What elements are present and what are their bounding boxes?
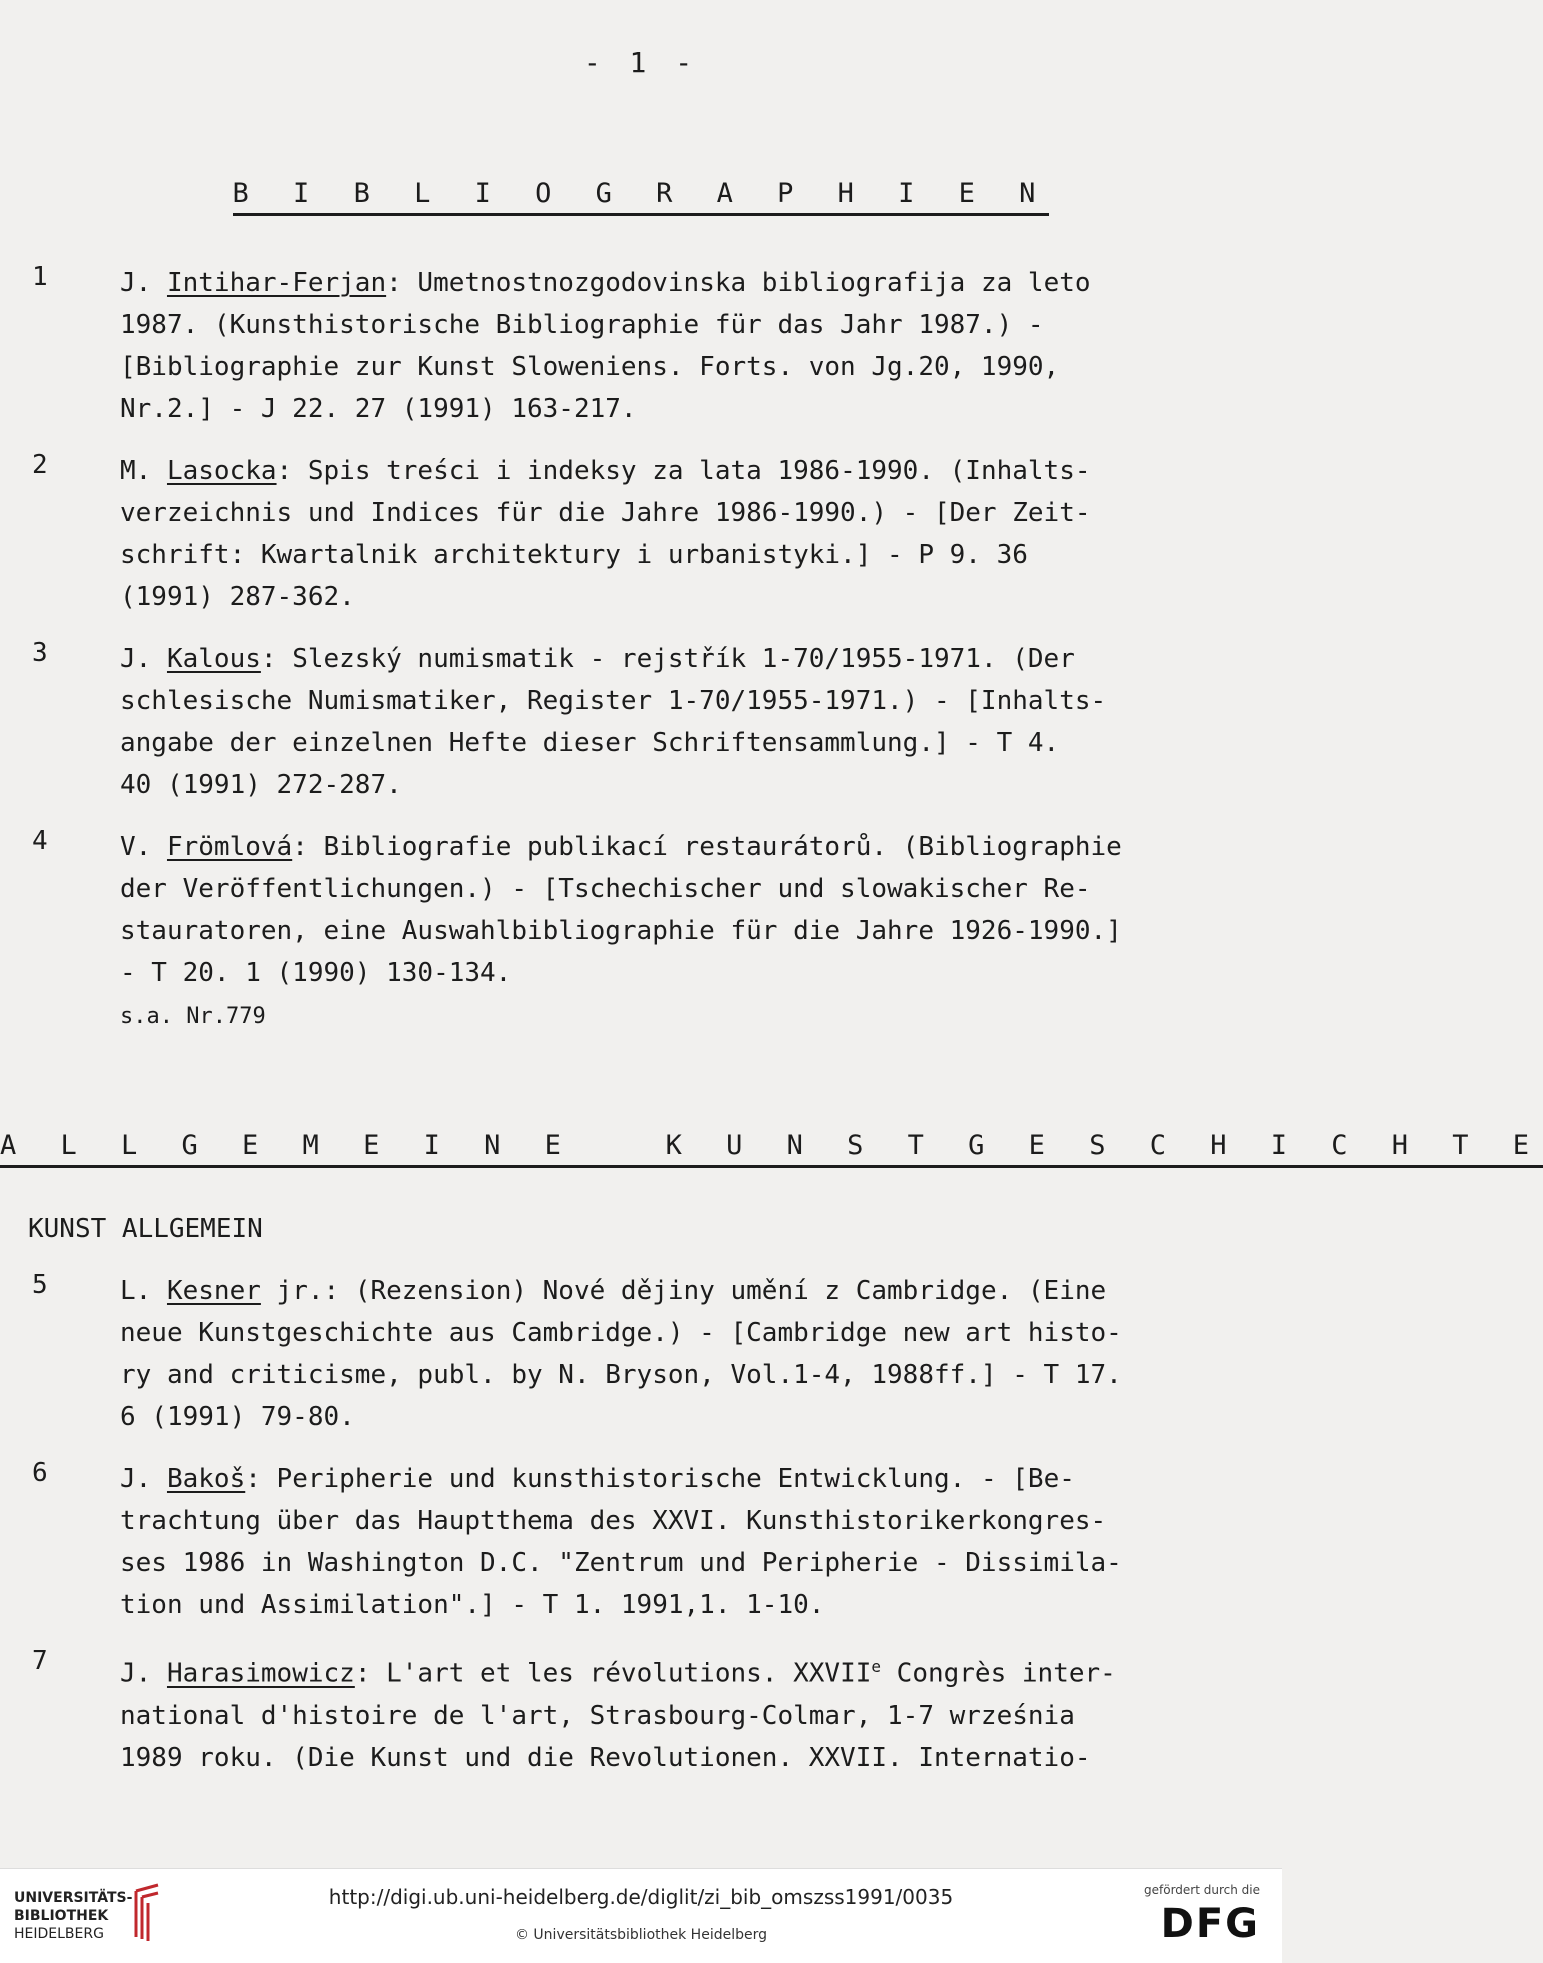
entry-line: : Bibliografie publikací restaurátorů. (Bibliographie xyxy=(292,832,1122,862)
entry-number: 7 xyxy=(32,1646,48,1676)
entry-line: Congrès inter- xyxy=(881,1658,1116,1689)
entry-line: (1991) 287-362. xyxy=(120,582,355,612)
entry-line: schlesische Numismatiker, Register 1-70/1955-1971.) - [Inhalts- xyxy=(120,686,1107,716)
entry-line: : Umetnostnozgodovinska bibliografija za leto xyxy=(386,268,1091,298)
entry-line: [Bibliographie zur Kunst Sloweniens. Forts. von Jg.20, 1990, xyxy=(120,352,1060,382)
entry-line: : Slezský numismatik - rejstřík 1-70/1955-1971. (Der xyxy=(260,644,1075,674)
entry-number: 3 xyxy=(32,638,48,668)
heading-allgemeine-kunstgeschichte xyxy=(0,1130,1543,1168)
entry-line: : L'art et les révolutions. XXVII xyxy=(354,1658,872,1689)
permalink-url[interactable]: http://digi.ub.uni-heidelberg.de/diglit/zi_bib_omszss1991/0035 xyxy=(328,1885,954,1909)
digitization-footer xyxy=(0,1868,1282,1963)
entry-line: Nr.2.] - J 22. 27 (1991) 163-217. xyxy=(120,394,637,424)
entry-line: tion und Assimilation".] - T 1. 1991,1. 1-10. xyxy=(120,1590,825,1620)
dfg-logo: DFG xyxy=(1160,1901,1260,1947)
entry-text xyxy=(120,826,1205,1038)
author-name: Lasocka xyxy=(166,456,277,486)
entry-line: stauratoren, eine Auswahlbibliographie für die Jahre 1926-1990.] xyxy=(120,916,1122,946)
author-initial: L. xyxy=(120,1276,167,1306)
heading-allgemeine-text: A L L G E M E I N E K U N S T G E S C H I C H T E xyxy=(0,1130,1543,1168)
entry-line: : Peripherie und kunsthistorische Entwicklung. - [Be- xyxy=(245,1464,1075,1494)
entry-line: 1989 roku. (Die Kunst und die Revolutionen. XXVII. Internatio- xyxy=(120,1742,1091,1773)
author-name: Intihar-Ferjan xyxy=(166,268,387,298)
entry-number: 1 xyxy=(32,262,48,292)
author-name: Kesner xyxy=(166,1276,261,1306)
entry-number: 4 xyxy=(32,826,48,856)
entry-text xyxy=(120,1458,1205,1626)
entry-line: 1987. (Kunsthistorische Bibliographie für das Jahr 1987.) - xyxy=(120,310,1044,340)
entry-line: neue Kunstgeschichte aus Cambridge.) - [Cambridge new art histo- xyxy=(120,1318,1122,1348)
heading-bibliographien-text: B I B L I O G R A P H I E N xyxy=(233,178,1050,216)
author-initial: J. xyxy=(120,1464,167,1494)
superscript: e xyxy=(871,1657,882,1676)
entry-text xyxy=(120,262,1205,430)
heading-bibliographien xyxy=(0,178,1282,216)
entry-text xyxy=(120,1270,1205,1438)
page-number: - 1 - xyxy=(583,46,699,79)
entry-line: ry and criticisme, publ. by N. Bryson, Vol.1-4, 1988ff.] - T 17. xyxy=(120,1360,1122,1390)
entry-line: ses 1986 in Washington D.C. "Zentrum und Peripherie - Dissimila- xyxy=(120,1548,1122,1578)
entry-number: 6 xyxy=(32,1458,48,1488)
author-name: Harasimowicz xyxy=(166,1658,355,1689)
entry-line: national d'histoire de l'art, Strasbourg-Colmar, 1-7 września xyxy=(120,1700,1075,1731)
author-initial: J. xyxy=(120,268,167,298)
entry-line: angabe der einzelnen Hefte dieser Schriftensammlung.] - T 4. xyxy=(120,728,1060,758)
copyright-notice: © Universitätsbibliothek Heidelberg xyxy=(514,1927,767,1943)
author-name: Bakoš xyxy=(166,1464,246,1494)
entry-line: 40 (1991) 272-287. xyxy=(120,770,402,800)
entry-line: 6 (1991) 79-80. xyxy=(120,1402,355,1432)
entry-line: schrift: Kwartalnik architektury i urbanistyki.] - P 9. 36 xyxy=(120,540,1028,570)
entry-line: der Veröffentlichungen.) - [Tschechischer und slowakischer Re- xyxy=(120,874,1091,904)
cross-reference: s.a. Nr.779 xyxy=(120,1004,266,1029)
entry-line: : Spis treści i indeksy za lata 1986-1990. (Inhalts- xyxy=(276,456,1091,486)
entry-line: verzeichnis und Indices für die Jahre 1986-1990.) - [Der Zeit- xyxy=(120,498,1091,528)
entry-line: trachtung über das Hauptthema des XXVI. Kunsthistorikerkongres- xyxy=(120,1506,1107,1536)
author-name: Kalous xyxy=(166,644,261,674)
author-initial: J. xyxy=(120,1658,167,1689)
subheading-kunst-allgemein: KUNST ALLGEMEIN xyxy=(28,1214,263,1244)
author-initial: M. xyxy=(120,456,167,486)
library-logo-text: UNIVERSITÄTS- BIBLIOTHEK HEIDELBERG xyxy=(14,1890,133,1942)
entry-number: 5 xyxy=(32,1270,48,1300)
entry-line: - T 20. 1 (1990) 130-134. xyxy=(120,958,512,988)
funding-note: gefördert durch die xyxy=(1144,1883,1260,1897)
entry-text xyxy=(120,638,1205,806)
entry-text xyxy=(120,450,1205,618)
entry-line: jr.: (Rezension) Nové dějiny umění z Cambridge. (Eine xyxy=(260,1276,1107,1306)
author-initial: J. xyxy=(120,644,167,674)
author-name: Frömlová xyxy=(166,832,293,862)
entry-text xyxy=(120,1646,1205,1779)
author-initial: V. xyxy=(120,832,167,862)
entry-number: 2 xyxy=(32,450,48,480)
